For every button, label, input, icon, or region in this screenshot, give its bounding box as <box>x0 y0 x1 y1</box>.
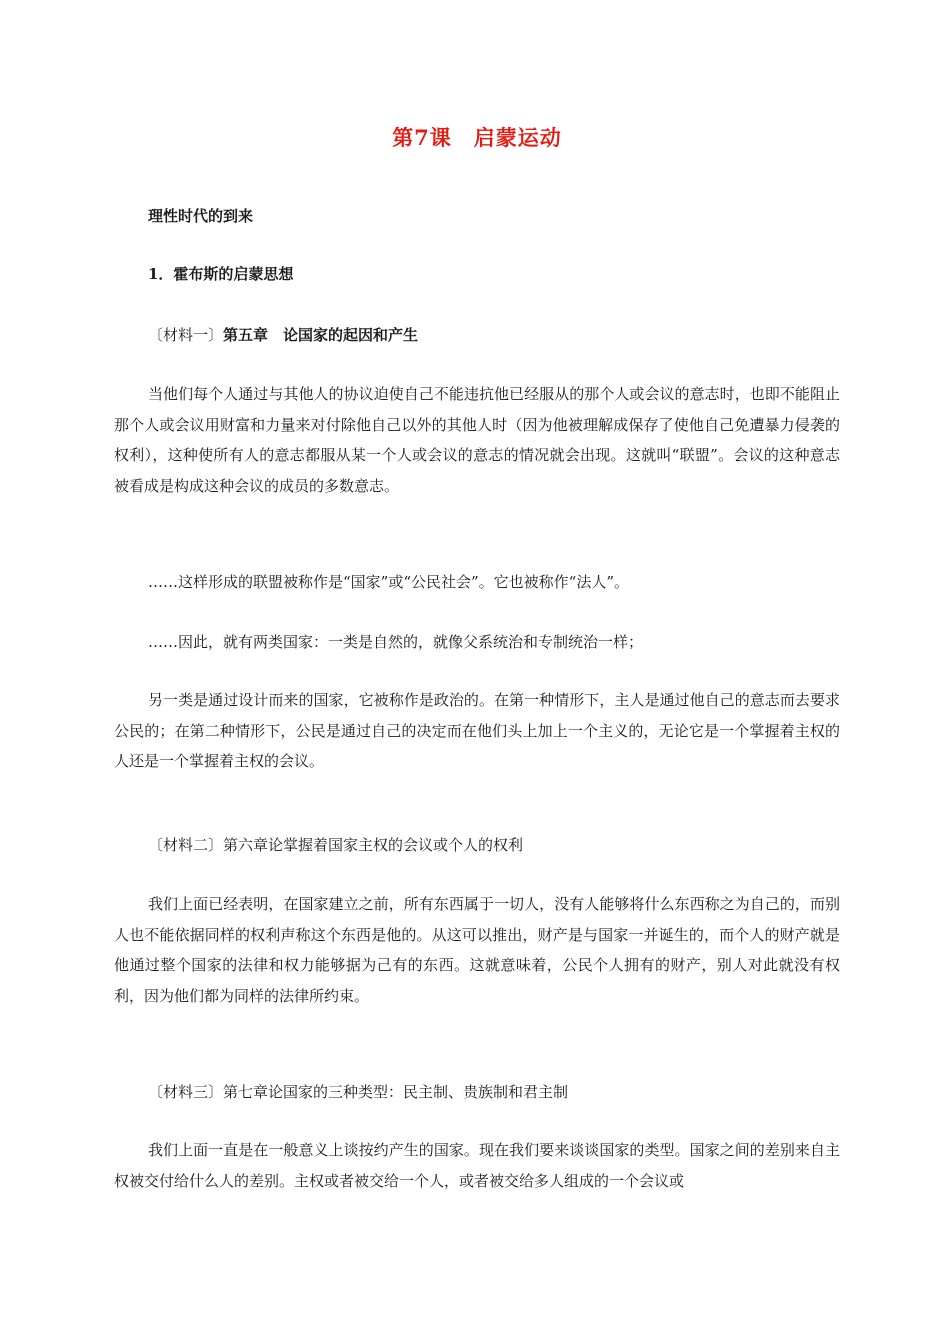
paragraph: ……这样形成的联盟被称作是“国家”或“公民社会”。它也被称作“法人”。 <box>148 573 630 591</box>
section-heading: 理性时代的到来 <box>148 207 254 225</box>
material-three-heading: 〔材料三〕第七章论国家的三种类型：民主制、贵族制和君主制 <box>148 1083 569 1101</box>
paragraph: 当他们每个人通过与其他人的协议迫使自己不能违抗他已经服从的那个人或会议的意志时，也即不能阻止那个人或会议用财富和力量来对付除他自己以外的其他人时（因为他被理解成保存了使他自己免遭暴力侵袭的权利），这种使所有人的意志都服从某一个人或会议的意志的情况就会出现。这就叫“联盟”。会议的这种意志被看成是构成这种会议的成员的多数意志。 <box>114 385 840 495</box>
paragraph: 另一类是通过设计而来的国家，它被称作是政治的。在第一种情形下，主人是通过他自己的意志而去要求公民的；在第二种情形下，公民是通过自己的决定而在他们头上加上一个主义的，无论它是一个掌握着主权的人还是一个掌握着主权的会议。 <box>114 691 840 770</box>
material-one-prefix: 〔材料一〕 <box>148 326 224 344</box>
paragraph: ……因此，就有两类国家：一类是自然的，就像父系统治和专制统治一样； <box>148 633 644 651</box>
material-one-chapter: 第五章 论国家的起因和产生 <box>223 326 419 344</box>
material-two-heading: 〔材料二〕第六章论掌握着国家主权的会议或个人的权利 <box>148 836 524 854</box>
subsection-heading: 1．霍布斯的启蒙思想 <box>148 265 294 283</box>
material-one-heading <box>148 324 418 345</box>
paragraph: 我们上面已经表明，在国家建立之前，所有东西属于一切人，没有人能够将什么东西称之为自己的，而别人也不能依据同样的权利声称这个东西是他的。从这可以推出，财产是与国家一并诞生的，而个人的财产就是他通过整个国家的法律和权力能够据为己有的东西。这就意味着，公民个人拥有的财产，别人对此就没有权利，因为他们都为同样的法律所约束。 <box>114 895 840 1005</box>
paragraph: 我们上面一直是在一般意义上谈按约产生的国家。现在我们要来谈谈国家的类型。国家之间的差别来自主权被交付给什么人的差别。主权或者被交给一个人，或者被交给多人组成的一个会议或 <box>114 1141 840 1190</box>
document-title: 第7课 启蒙运动 <box>392 125 562 150</box>
